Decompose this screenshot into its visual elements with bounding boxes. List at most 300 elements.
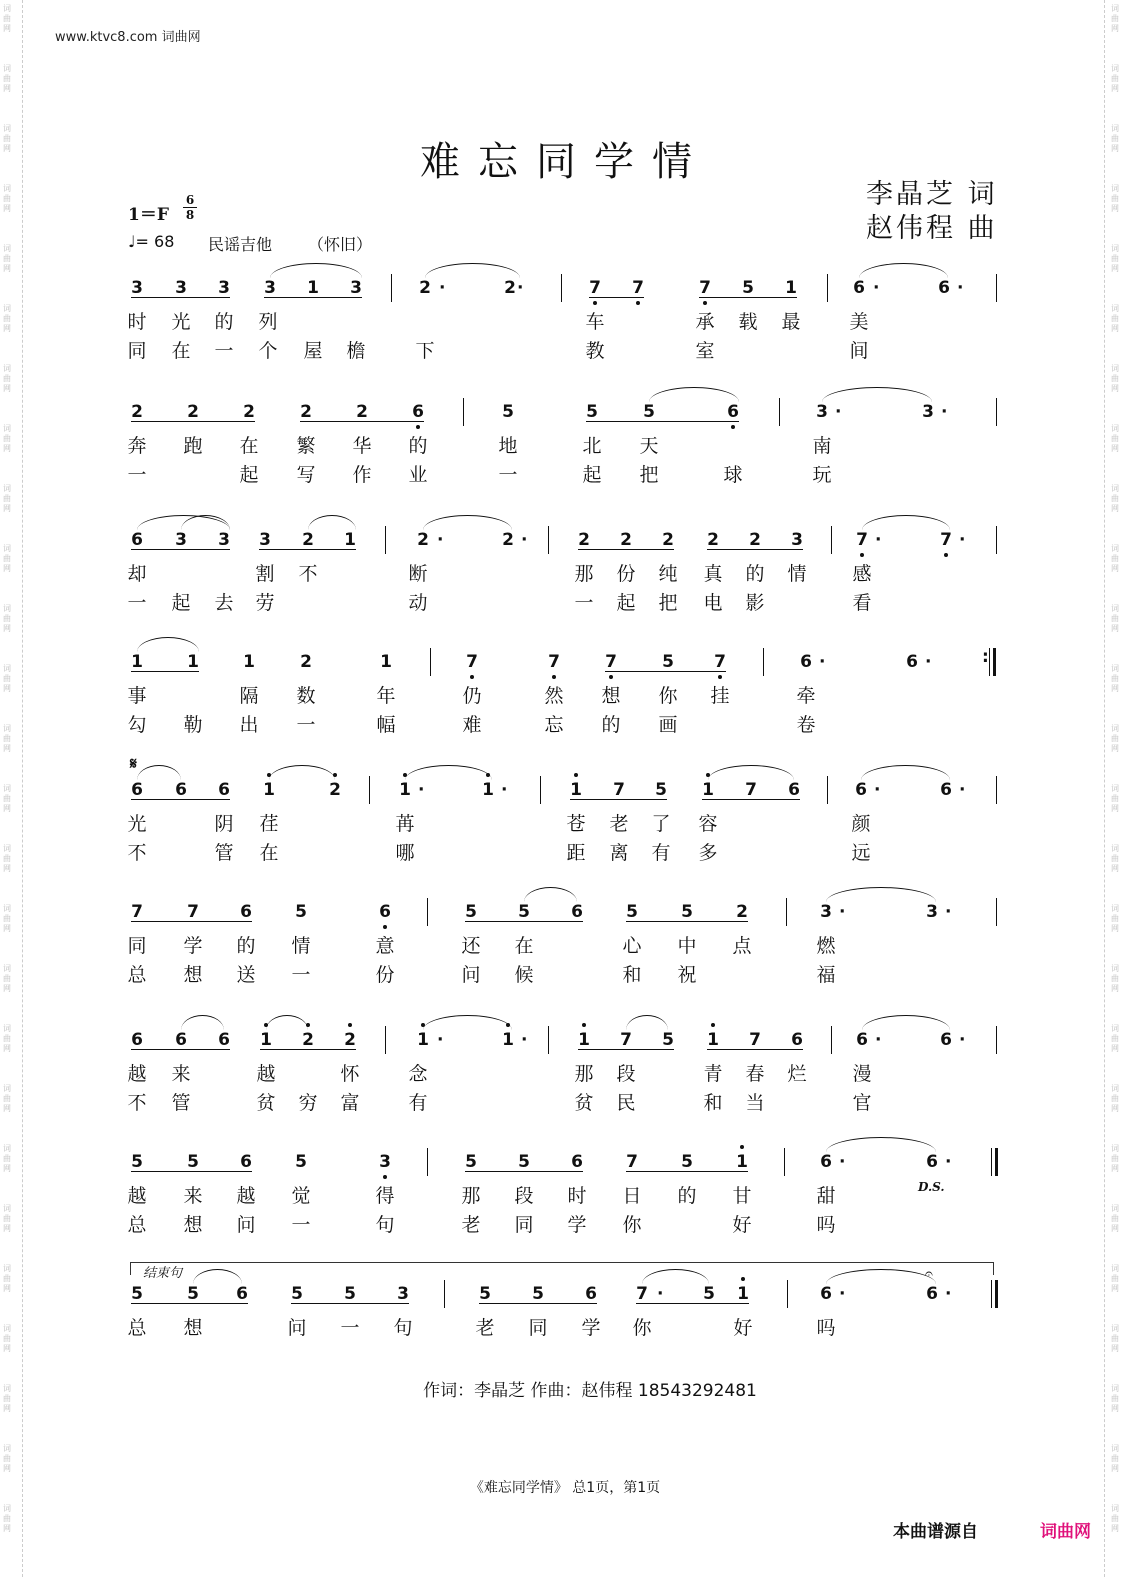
jianpu-note: 7 (745, 780, 757, 800)
lyric-verse-1: 时 (127, 311, 147, 333)
jianpu-note: 6 (820, 1152, 832, 1172)
jianpu-note: 7 (856, 530, 868, 550)
watermark-text: 词 曲 网 (1111, 244, 1119, 273)
barline (427, 1148, 428, 1176)
lyric-verse-1: 却 (127, 563, 147, 585)
slur-tie (524, 887, 577, 902)
jianpu-note: 5 (681, 902, 693, 922)
beam-underline (578, 549, 674, 550)
lyric-verse-2: 室 (695, 340, 715, 362)
watermark-text: 词 曲 网 (3, 244, 11, 273)
augmentation-dot: · (925, 652, 932, 672)
jianpu-note: 6 (236, 1284, 248, 1304)
watermark-text: 词 曲 网 (1111, 724, 1119, 753)
slur-tie (423, 515, 512, 530)
lyric-verse-1: 越 (127, 1063, 147, 1085)
lyric-verse-1: 好 (733, 1317, 753, 1339)
lyric-verse-1: 吗 (816, 1317, 836, 1339)
slur-tie (266, 1015, 308, 1030)
final-barline (995, 1280, 998, 1308)
tempo-marking: ♩= 68 (128, 232, 175, 251)
watermark-text: 词 曲 网 (3, 124, 11, 153)
jianpu-note: 6 (856, 1030, 868, 1050)
barline (996, 898, 997, 926)
lyric-verse-1: 繁 (296, 435, 316, 457)
lyric-verse-2: 和 (703, 1092, 723, 1114)
watermark-text: 词 曲 网 (1111, 4, 1119, 33)
watermark-text: 词 曲 网 (3, 784, 11, 813)
lyric-verse-1: 日 (622, 1185, 642, 1207)
augmentation-dot: · (839, 902, 846, 922)
augmentation-dot: · (873, 278, 880, 298)
jianpu-note: 5 (479, 1284, 491, 1304)
lyric-verse-2: 有 (651, 842, 671, 864)
high-octave-dot (740, 1145, 744, 1149)
watermark-text: 词 曲 网 (1111, 1144, 1119, 1173)
jianpu-note: 5 (291, 1284, 303, 1304)
jianpu-note: 6 (412, 402, 424, 422)
jianpu-note: 2 (502, 530, 514, 550)
jianpu-note: 2 (736, 902, 748, 922)
jianpu-note: 1 (578, 1030, 590, 1050)
lyric-verse-1: 最 (781, 311, 801, 333)
barline (991, 1280, 992, 1308)
lyric-verse-2: 起 (616, 592, 636, 614)
jianpu-note: 7 (589, 278, 601, 298)
jianpu-note: 3 (264, 278, 276, 298)
watermark-text: 词 曲 网 (1111, 304, 1119, 333)
lyric-verse-1: 的 (677, 1185, 697, 1207)
barline (996, 274, 997, 302)
lyric-verse-2: 管 (214, 842, 234, 864)
lyric-verse-1: 然 (544, 685, 564, 707)
lyric-verse-1: 车 (585, 311, 605, 333)
low-octave-dot (718, 675, 722, 679)
jianpu-note: 5 (131, 1152, 143, 1172)
jianpu-note: 7 (548, 652, 560, 672)
slur-tie (862, 515, 950, 530)
augmentation-dot: · (945, 1284, 952, 1304)
augmentation-dot: · (819, 652, 826, 672)
low-octave-dot (552, 675, 556, 679)
jianpu-note: 6 (571, 1152, 583, 1172)
lyric-verse-2: 难 (462, 714, 482, 736)
beam-underline (260, 1049, 356, 1050)
jianpu-note: 7 (940, 530, 952, 550)
lyric-verse-1: 割 (255, 563, 275, 585)
watermark-text: 词 曲 网 (1111, 904, 1119, 933)
lyric-verse-1: 容 (698, 813, 718, 835)
beam-underline (131, 671, 199, 672)
lyric-verse-1: 数 (296, 685, 316, 707)
lyric-verse-1: 同 (127, 935, 147, 957)
lyric-verse-1: 奔 (127, 435, 147, 457)
lyric-verse-2: 一 (291, 964, 311, 986)
lyric-verse-1: 纯 (658, 563, 678, 585)
lyric-verse-1: 苍 (566, 813, 586, 835)
jianpu-note: 1 (380, 652, 392, 672)
jianpu-note: 6 (240, 902, 252, 922)
lyric-verse-2: 卷 (796, 714, 816, 736)
jianpu-note: 6 (571, 902, 583, 922)
lyric-verse-1: 天 (639, 435, 659, 457)
lyric-verse-1: 学 (183, 935, 203, 957)
lyric-verse-1: 华 (352, 435, 372, 457)
right-margin-line (1104, 0, 1105, 1577)
high-octave-dot (348, 1023, 352, 1027)
lyric-verse-2: 和 (622, 964, 642, 986)
jianpu-note: 6 (379, 902, 391, 922)
low-octave-dot (860, 553, 864, 557)
beam-underline (702, 799, 800, 800)
lyric-verse-2: 一 (296, 714, 316, 736)
jianpu-note: 6 (940, 780, 952, 800)
jianpu-note: 2 (417, 530, 429, 550)
lyric-verse-1: 甜 (816, 1185, 836, 1207)
lyric-verse-2: 看 (852, 592, 872, 614)
lyricist-credit: 李晶芝 词 (866, 179, 998, 210)
lyric-verse-1: 阴 (214, 813, 234, 835)
watermark-text: 词 曲 网 (3, 904, 11, 933)
watermark-text: 词 曲 网 (1111, 1264, 1119, 1293)
lyric-verse-2: 去 (214, 592, 234, 614)
lyric-verse-2: 祝 (677, 964, 697, 986)
beam-underline (131, 1049, 230, 1050)
augmentation-dot: · (439, 278, 446, 298)
lyric-verse-1: 甘 (732, 1185, 752, 1207)
barline (996, 398, 997, 426)
lyric-verse-1: 你 (658, 685, 678, 707)
mood-marking: （怀旧） (308, 235, 373, 254)
jianpu-note: 2 (662, 530, 674, 550)
augmentation-dot: · (874, 780, 881, 800)
lyric-verse-1: 来 (183, 1185, 203, 1207)
time-signature-numerator: 6 (185, 193, 195, 207)
lyric-verse-2: 劳 (255, 592, 275, 614)
jianpu-note: 7 (466, 652, 478, 672)
lyric-verse-1: 断 (408, 563, 428, 585)
jianpu-note: 6 (820, 1284, 832, 1304)
augmentation-dot: · (957, 278, 964, 298)
barline (385, 526, 386, 554)
augmentation-dot: · (941, 402, 948, 422)
lyric-verse-2: 的 (601, 714, 621, 736)
augmentation-dot: · (437, 1030, 444, 1050)
time-signature (183, 194, 197, 221)
low-octave-dot (731, 425, 735, 429)
lyric-verse-1: 载 (738, 311, 758, 333)
low-octave-dot (470, 675, 474, 679)
lyric-verse-1: 情 (291, 935, 311, 957)
lyric-verse-2: 画 (658, 714, 678, 736)
jianpu-note: 1 (307, 278, 319, 298)
jianpu-note: 5 (586, 402, 598, 422)
watermark-text: 词 曲 网 (1111, 1084, 1119, 1113)
beam-underline (707, 549, 803, 550)
jianpu-note: 6 (938, 278, 950, 298)
slur-tie (826, 1137, 936, 1152)
lyric-verse-1: 感 (852, 563, 872, 585)
lyric-verse-1: 越 (236, 1185, 256, 1207)
jianpu-note: 2 (749, 530, 761, 550)
jianpu-note: 5 (655, 780, 667, 800)
watermark-text: 词 曲 网 (1111, 604, 1119, 633)
lyric-verse-2: 檐 (346, 340, 366, 362)
jianpu-note: 1 (417, 1030, 429, 1050)
lyric-verse-1: 得 (375, 1185, 395, 1207)
lyric-verse-2: 动 (408, 592, 428, 614)
barline (540, 776, 541, 804)
lyric-verse-2: 哪 (395, 842, 415, 864)
jianpu-note: 5 (626, 902, 638, 922)
lyric-verse-2: 穷 (298, 1092, 318, 1114)
watermark-text: 词 曲 网 (1111, 664, 1119, 693)
lyric-verse-1: 总 (127, 1317, 147, 1339)
lyric-verse-2: 贫 (574, 1092, 594, 1114)
barline (786, 898, 787, 926)
jianpu-note: 7 (187, 902, 199, 922)
low-octave-dot (703, 301, 707, 305)
lyric-verse-1: 跑 (183, 435, 203, 457)
ending-label: 结束句 (143, 1266, 183, 1281)
fermata-sign: 𝄐 (925, 1266, 933, 1282)
slur-tie (270, 263, 362, 278)
beam-underline (291, 1303, 409, 1304)
dal-segno-marking: D.S. (918, 1180, 945, 1194)
jianpu-note: 3 (175, 278, 187, 298)
watermark-text: 词 曲 网 (3, 1264, 11, 1293)
low-octave-dot (416, 425, 420, 429)
barline (385, 1026, 386, 1054)
lyric-verse-2: 问 (236, 1214, 256, 1236)
left-watermark-strip (0, 0, 22, 1577)
jianpu-note: 5 (643, 402, 655, 422)
augmentation-dot: · (959, 1030, 966, 1050)
beam-underline (264, 297, 362, 298)
watermark-text: 词 曲 网 (3, 1024, 11, 1053)
augmentation-dot: · (437, 530, 444, 550)
lyric-verse-2: 总 (127, 964, 147, 986)
barline (430, 648, 431, 676)
jianpu-note: 6 (175, 1030, 187, 1050)
barline (427, 898, 428, 926)
jianpu-note: 3 (820, 902, 832, 922)
watermark-text: 词 曲 网 (3, 544, 11, 573)
watermark-text: 词 曲 网 (3, 664, 11, 693)
barline (784, 1148, 785, 1176)
watermark-text: 词 曲 网 (1111, 1444, 1119, 1473)
lyric-verse-1: 老 (609, 813, 629, 835)
jianpu-note: 1 (702, 780, 714, 800)
high-octave-dot (711, 1023, 715, 1027)
lyric-verse-2: 不 (127, 1092, 147, 1114)
lyric-verse-2: 远 (851, 842, 871, 864)
barline (831, 526, 832, 554)
lyric-verse-1: 南 (812, 435, 832, 457)
jianpu-note: 6 (855, 780, 867, 800)
beam-underline (131, 549, 230, 550)
barline (831, 1026, 832, 1054)
slur-tie (826, 887, 936, 902)
jianpu-note: 1 (736, 1152, 748, 1172)
augmentation-dot: · (835, 402, 842, 422)
jianpu-note: 1 (243, 652, 255, 672)
jianpu-note: 1 (263, 780, 275, 800)
watermark-text: 词 曲 网 (1111, 1024, 1119, 1053)
source-site-link[interactable]: 词曲网 (1040, 1522, 1091, 1542)
style-marking: 民谣吉他 (208, 235, 273, 254)
jianpu-note: 7 (699, 278, 711, 298)
beam-underline (131, 1303, 248, 1304)
augmentation-dot: · (875, 530, 882, 550)
left-margin-line (22, 0, 23, 1577)
lyric-verse-1: 承 (695, 311, 715, 333)
watermark-text: 词 曲 网 (3, 184, 11, 213)
jianpu-note: 3 (175, 530, 187, 550)
jianpu-note: 2 (300, 652, 312, 672)
lyric-verse-1: 段 (514, 1185, 534, 1207)
lyric-verse-2: 下 (415, 340, 435, 362)
barline (463, 398, 464, 426)
lyric-verse-2: 屋 (303, 340, 323, 362)
slur-tie (708, 765, 794, 780)
lyric-verse-2: 把 (658, 592, 678, 614)
lyric-verse-1: 美 (849, 311, 869, 333)
barline (996, 776, 997, 804)
barline (369, 776, 370, 804)
barline (989, 648, 990, 676)
slur-tie (859, 263, 948, 278)
lyric-verse-2: 一 (498, 464, 518, 486)
lyric-verse-1: 了 (651, 813, 671, 835)
lyric-verse-1: 年 (376, 685, 396, 707)
lyric-verse-2: 个 (258, 340, 278, 362)
ending-bracket (130, 1262, 994, 1275)
jianpu-note: 1 (482, 780, 494, 800)
slur-tie (649, 387, 739, 402)
low-octave-dot (609, 675, 613, 679)
lyric-verse-2: 吗 (816, 1214, 836, 1236)
watermark-text: 词 曲 网 (3, 1324, 11, 1353)
watermark-text: 词 曲 网 (1111, 544, 1119, 573)
watermark-text: 词 曲 网 (3, 1144, 11, 1173)
jianpu-note: 3 (926, 902, 938, 922)
lyric-verse-2: 作 (352, 464, 372, 486)
lyric-verse-2: 官 (852, 1092, 872, 1114)
augmentation-dot: · (657, 1284, 664, 1304)
jianpu-note: 6 (131, 780, 143, 800)
lyric-verse-1: 怀 (340, 1063, 360, 1085)
lyric-verse-2: 起 (239, 464, 259, 486)
lyric-verse-2: 一 (574, 592, 594, 614)
barline (991, 1148, 992, 1176)
watermark-text: 词 曲 网 (1111, 844, 1119, 873)
jianpu-note: 1 (737, 1284, 749, 1304)
slur-tie (405, 765, 492, 780)
lyric-verse-1: 隔 (239, 685, 259, 707)
watermark-text: 词 曲 网 (3, 604, 11, 633)
barline (827, 274, 828, 302)
lyric-verse-2: 起 (582, 464, 602, 486)
jianpu-note: 5 (662, 1030, 674, 1050)
site-url[interactable]: www.ktvc8.com 词曲网 (55, 30, 201, 45)
jianpu-note: 3 (379, 1152, 391, 1172)
lyric-verse-1: 情 (787, 563, 807, 585)
lyric-verse-1: 还 (461, 935, 481, 957)
lyric-verse-2: 把 (639, 464, 659, 486)
lyric-verse-2: 份 (375, 964, 395, 986)
lyric-verse-1: 列 (258, 311, 278, 333)
watermark-text: 词 曲 网 (1111, 484, 1119, 513)
watermark-text: 词 曲 网 (3, 304, 11, 333)
lyric-verse-2: 同 (514, 1214, 534, 1236)
watermark-text: 词 曲 网 (3, 844, 11, 873)
lyric-verse-2: 一 (291, 1214, 311, 1236)
repeat-barline (993, 648, 996, 676)
augmentation-dot: · (945, 1152, 952, 1172)
low-octave-dot (944, 553, 948, 557)
jianpu-note: 1 (502, 1030, 514, 1050)
watermark-text: 词 曲 网 (1111, 124, 1119, 153)
jianpu-note: 5 (518, 1152, 530, 1172)
jianpu-note: 2 (187, 402, 199, 422)
jianpu-note: 2 (302, 530, 314, 550)
jianpu-note: 6 (906, 652, 918, 672)
jianpu-note: 1 (785, 278, 797, 298)
watermark-text: 词 曲 网 (1111, 1384, 1119, 1413)
watermark-text: 词 曲 网 (1111, 964, 1119, 993)
jianpu-note: 5 (703, 1284, 715, 1304)
barline (391, 274, 392, 302)
jianpu-note: 6 (131, 1030, 143, 1050)
jianpu-note: 7 (749, 1030, 761, 1050)
lyric-verse-2: 好 (732, 1214, 752, 1236)
jianpu-note: 6 (926, 1284, 938, 1304)
jianpu-note: 2 (329, 780, 341, 800)
lyric-verse-1: 光 (127, 813, 147, 835)
lyric-verse-1: 老 (475, 1317, 495, 1339)
watermark-text: 词 曲 网 (3, 1504, 11, 1533)
jianpu-note: 6 (240, 1152, 252, 1172)
lyric-verse-1: 份 (616, 563, 636, 585)
augmentation-dot: · (517, 278, 524, 298)
jianpu-note: 5 (187, 1284, 199, 1304)
lyric-verse-1: 的 (236, 935, 256, 957)
time-signature-denominator: 8 (185, 208, 195, 222)
beam-underline (643, 421, 739, 422)
lyric-verse-2: 幅 (376, 714, 396, 736)
watermark-text: 词 曲 网 (1111, 364, 1119, 393)
page-info: 《难忘同学情》 总1页，第1页 (469, 1480, 661, 1496)
lyric-verse-2: 一 (214, 340, 234, 362)
jianpu-note: 6 (800, 652, 812, 672)
lyric-verse-2: 福 (816, 964, 836, 986)
watermark-text: 词 曲 网 (1111, 424, 1119, 453)
augmentation-dot: · (839, 1152, 846, 1172)
jianpu-note: 1 (570, 780, 582, 800)
jianpu-note: 2 (419, 278, 431, 298)
watermark-text: 词 曲 网 (3, 1444, 11, 1473)
jianpu-note: 5 (295, 1152, 307, 1172)
beam-underline (707, 1049, 803, 1050)
watermark-text: 词 曲 网 (3, 1384, 11, 1413)
lyric-verse-1: 挂 (710, 685, 730, 707)
jianpu-note: 1 (707, 1030, 719, 1050)
jianpu-note: 1 (399, 780, 411, 800)
lyric-verse-2: 想 (183, 1214, 203, 1236)
composer-credit: 赵伟程 曲 (866, 213, 998, 244)
barline (787, 1280, 788, 1308)
